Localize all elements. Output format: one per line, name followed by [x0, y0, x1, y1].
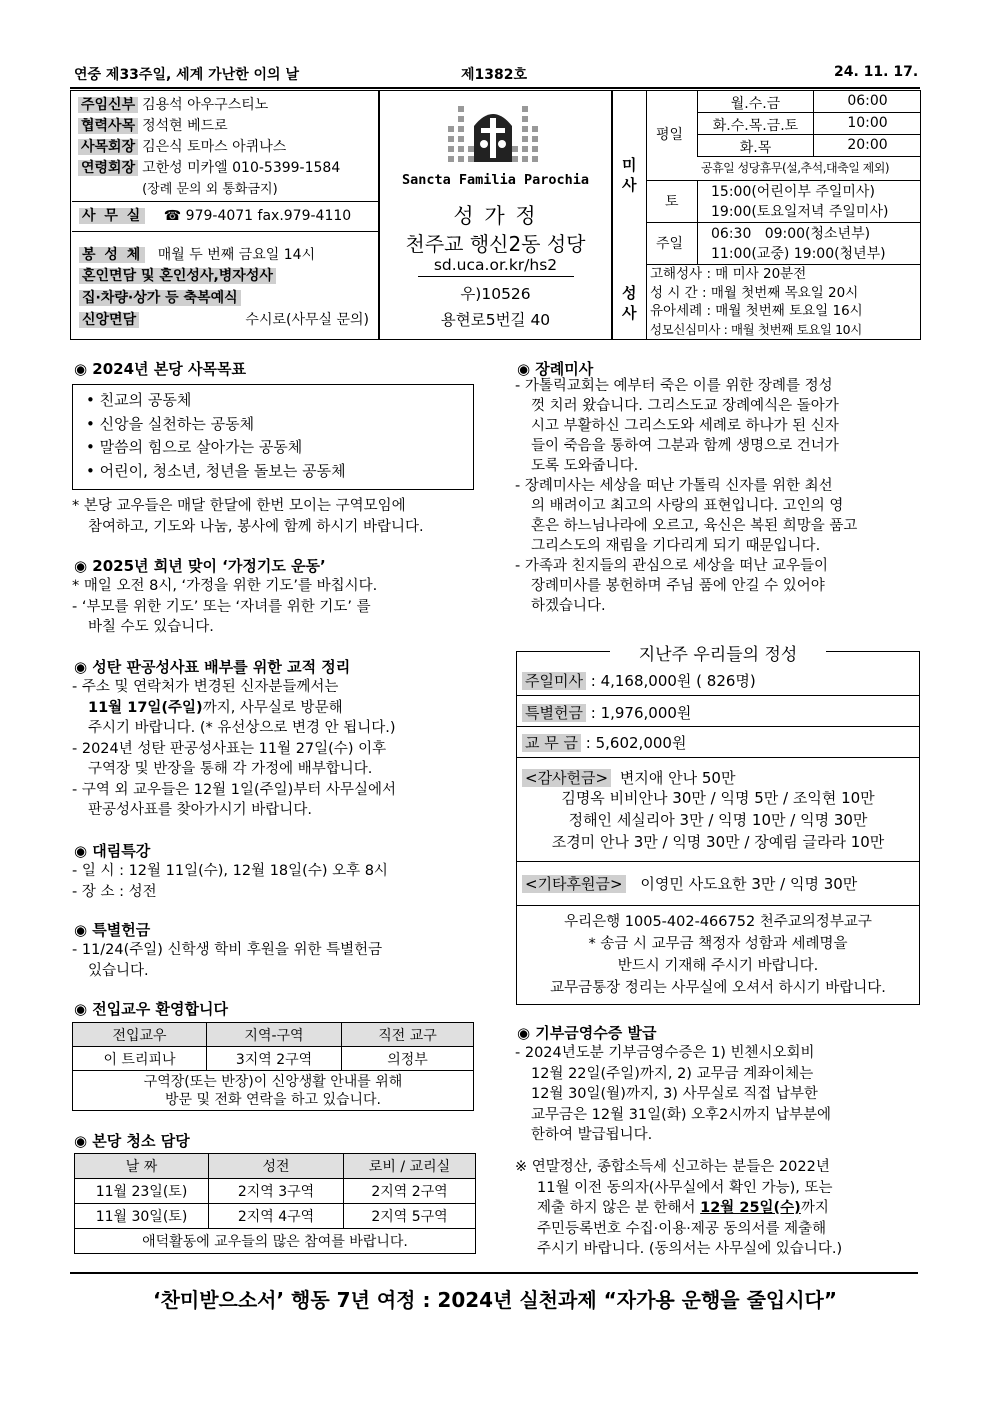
thanks-list: 김명옥 비비안나 30만 / 익명 5만 / 조익현 10만 정해인 세실리아 3만 / 익명 10만 / 익명 30만 조경미 안나 3만 / 익명 30만 / 장예림 글라라 10만 — [551, 789, 885, 851]
goals-list — [86, 389, 346, 483]
funeral-title: ◉ 장례미사 — [517, 360, 594, 378]
goal-item: • 어린이, 청소년, 청년을 돌보는 공동체 — [86, 461, 346, 480]
issue-number: 제1382호 — [461, 67, 528, 83]
offering-title: 지난주 우리들의 정성 — [638, 645, 798, 665]
office-row — [79, 205, 351, 225]
receipt-title: ◉ 기부금영수증 발급 — [517, 1024, 657, 1042]
sunday-mass-1: 06:30 09:00(청소년부) — [711, 226, 871, 242]
saturday-mass-1: 15:00(어린이부 주일미사) — [711, 184, 875, 200]
cleaning-table: 날 짜 성전 로비 / 교리실 11월 23일(토) 2지역 3구역 2지역 2구역 11월 30일(토) 2지역 4구역 2지역 5구역 애덕활동에 교우들의 많은 참여를 바랍니다. — [74, 1153, 476, 1254]
footer-rule — [70, 1272, 918, 1274]
receipt-note: ※ 연말정산, 종합소득세 신고하는 분들은 2022년 11월 이전 동의자(사무실에서 확인 가능), 또는 제출 하지 않은 분 한해서 12월 25일(수)까지 주민등록번호 수집·이용·제공 동의서를 제출해 주시기 바랍니다. (동의서는 사무실에 있습니다.) — [515, 1159, 843, 1257]
weekday-2-time: 10:00 — [847, 115, 888, 131]
saturday-label: 토 — [665, 194, 679, 210]
special-body: - 11/24(주일) 신학생 학비 후원을 위한 특별헌금 있습니다. — [72, 942, 383, 979]
sacrament-item: 유아세례 : 매월 첫번째 토요일 16시 — [650, 303, 863, 319]
offering-due: 교 무 금 : 5,602,000원 — [522, 732, 686, 753]
parish-logo — [438, 100, 548, 168]
pastor-label: 주임신부 — [78, 97, 138, 113]
parish-latin: Sancta Familia Parochia — [402, 172, 589, 188]
goal-item: • 친교의 공동체 — [86, 391, 192, 409]
prayer-body: * 매일 오전 8시, ‘가정을 위한 기도’를 바칩시다. - ‘부모를 위한 기도’ 또는 ‘자녀를 위한 기도’ 를 바칠 수도 있습니다. — [72, 578, 378, 635]
bulletin-subtitle: 연중 제33주일, 세계 가난한 이의 날 — [74, 67, 299, 83]
weekday-3-days: 화.목 — [739, 140, 772, 156]
parish-name: 성 가 정 — [453, 204, 538, 228]
weekday-label: 평일 — [656, 127, 684, 143]
receipt-body: - 2024년도분 기부금영수증은 1) 빈첸시오회비 12월 22일(주일)까지, 2) 교무금 계좌이체는 12월 30일(월)까지, 3) 사무실로 직접 납부한 교무금은 12월 31일(화) 오후2시까지 납부분에 한하여 발급됩니다. — [515, 1045, 831, 1143]
faith-value: 수시로(사무실 문의) — [245, 312, 369, 328]
blessing-label: 집·차량·상가 등 축복예식 — [79, 290, 241, 306]
thanks-header: <감사헌금> 변지애 안나 50만 — [522, 767, 735, 788]
special-title: ◉ 특별헌금 — [74, 921, 151, 939]
office-phone: ☎ 979-4071 fax.979-4110 — [163, 208, 352, 224]
goals-note: * 본당 교우들은 매달 한달에 한번 모이는 구역모임에 참여하고, 기도와 나눔, 봉사에 함께 하시기 바랍니다. — [72, 498, 424, 535]
staff-list — [76, 93, 342, 198]
assoc-note: (장례 문의 외 통화금지) — [142, 182, 278, 197]
faith-row — [79, 309, 371, 329]
pastor-name: 김용석 아우구스티노 — [142, 96, 269, 113]
saturday-mass-2: 19:00(토요일저녁 주일미사) — [711, 204, 889, 220]
funeral-body: - 가톨릭교회는 예부터 죽은 이를 위한 장례를 정성 껏 치러 왔습니다. 그리스도교 장례예식은 돌아가 시고 부활하신 그리스도와 세례로 하나가 된 신자 들이 죽음을 통하여 그분과 함께 생명으로 건너가 도록 도와줍니다. - 장례미사는 세상을 떠난 가톨릭 신자를 위한 최선 의 배려이고 최고의 사랑의 표현입니다. 고인의 영 혼은 하느님나라에 오르고, 육신은 복된 희망을 품고 그리스도의 재림을 기다리게 되기 때문입니다. - 가족과 친지들의 관심으로 세상을 떠난 교우들이 장례미사를 봉헌하며 주님 품에 안길 수 있어야 하겠습니다. — [515, 378, 858, 614]
parish-zip: 우)10526 — [460, 285, 531, 303]
bulletin-date: 24. 11. 17. — [834, 64, 919, 80]
goal-item: • 말씀의 힘으로 살아가는 공동체 — [86, 438, 303, 456]
weekday-3-time: 20:00 — [847, 137, 888, 153]
advent-title: ◉ 대림특강 — [74, 842, 151, 860]
assoc-label: 연령회장 — [78, 160, 138, 176]
offering-special: 특별헌금 : 1,976,000원 — [522, 702, 691, 723]
christmas-body: - 주소 및 연락처가 변경된 신자분들께서는 11월 17일(주일)까지, 사무실로 방문해 주시기 바랍니다. (* 유선상으로 변경 안 됩니다.) - 2024년 성탄 판공성사표는 11월 27일(수) 이후 구역장 및 반장을 통해 각 가정에 배부합니다. - 구역 외 교우들은 12월 1일(주일)부터 사무실에서 판공성사표를 찾아가시기 바랍니다. — [72, 679, 397, 818]
holiday-note: 공휴일 성당휴무(설,추석,대축일 제외) — [701, 161, 890, 175]
weekday-1-time: 06:00 — [847, 93, 888, 109]
parish-full-name: 천주교 행신2동 성당 — [405, 232, 586, 256]
cleaning-title: ◉ 본당 청소 담당 — [74, 1132, 190, 1150]
goals-title: ◉ 2024년 본당 사목목표 — [74, 360, 246, 378]
sacrament-item: 고해성사 : 매 미사 20분전 — [650, 266, 807, 282]
marriage-label: 혼인면담 및 혼인성사,병자성사 — [79, 268, 276, 284]
weekday-2-days: 화.수.목.금.토 — [712, 118, 799, 134]
welcome-table: 전입교우 지역-구역 직전 교구 이 트리피나 3지역 2구역 의정부 구역장(또는 반장)이 신앙생활 안내를 위해 방문 및 전화 연락을 하고 있습니다. — [72, 1022, 474, 1111]
assoc-name: 고한성 미카엘 010-5399-1584 — [142, 159, 341, 176]
sacrament-list — [650, 265, 863, 339]
advent-body: - 일 시 : 12월 11일(수), 12월 18일(수) 오후 8시 - 장 소 : 성전 — [72, 863, 388, 900]
faith-label: 신앙면담 — [79, 312, 139, 328]
other-donation: <기타후원금> 이영민 사도요한 3만 / 익명 30만 — [522, 873, 857, 894]
prayer-title: ◉ 2025년 희년 맞이 ‘가정기도 운동’ — [74, 557, 326, 575]
council-name: 김은식 토마스 아퀴나스 — [142, 138, 287, 155]
sacrament-label: 성사 — [622, 284, 637, 322]
communion-label: 봉 성 체 — [79, 247, 145, 263]
bank-info: 우리은행 1005-402-466752 천주교의정부교구 * 송금 시 교무금 책정자 성함과 세례명을 반드시 기재해 주시기 바랍니다. 교무금통장 정리는 사무실에 오셔서 하시기 바랍니다. — [550, 914, 886, 996]
footer-slogan: ‘찬미받으소서’ 행동 7년 여정 : 2024년 실천과제 “자가용 운행을 줄입시다” — [152, 1288, 838, 1312]
sacrament-item: 성모신심미사 : 매월 첫번째 토요일 10시 — [650, 321, 862, 337]
sacrament-item: 성 시 간 : 매월 첫번째 목요일 20시 — [650, 284, 859, 301]
sunday-label: 주일 — [656, 236, 684, 252]
header-rule — [70, 87, 920, 89]
communion-row — [79, 244, 315, 264]
welcome-title: ◉ 전입교우 환영합니다 — [74, 1000, 228, 1018]
mass-label: 미사 — [622, 156, 637, 194]
office-label: 사 무 실 — [79, 208, 145, 224]
deacon-name: 정석현 베드로 — [142, 117, 228, 134]
parish-address: 용현로5번길 40 — [440, 311, 551, 329]
parish-url[interactable]: sd.uca.or.kr/hs2 — [433, 256, 558, 274]
weekday-1-days: 월.수.금 — [730, 96, 781, 112]
communion-schedule: 매월 두 번째 금요일 14시 — [157, 247, 316, 263]
council-label: 사목회장 — [78, 139, 138, 155]
sunday-mass-2: 11:00(교중) 19:00(청년부) — [711, 246, 886, 262]
christmas-title: ◉ 성탄 판공성사표 배부를 위한 교적 정리 — [74, 658, 351, 676]
goal-item: • 신앙을 실천하는 공동체 — [86, 414, 255, 433]
offering-sunday: 주일미사 : 4,168,000원 ( 826명) — [522, 670, 756, 691]
deacon-label: 협력사목 — [78, 118, 138, 134]
